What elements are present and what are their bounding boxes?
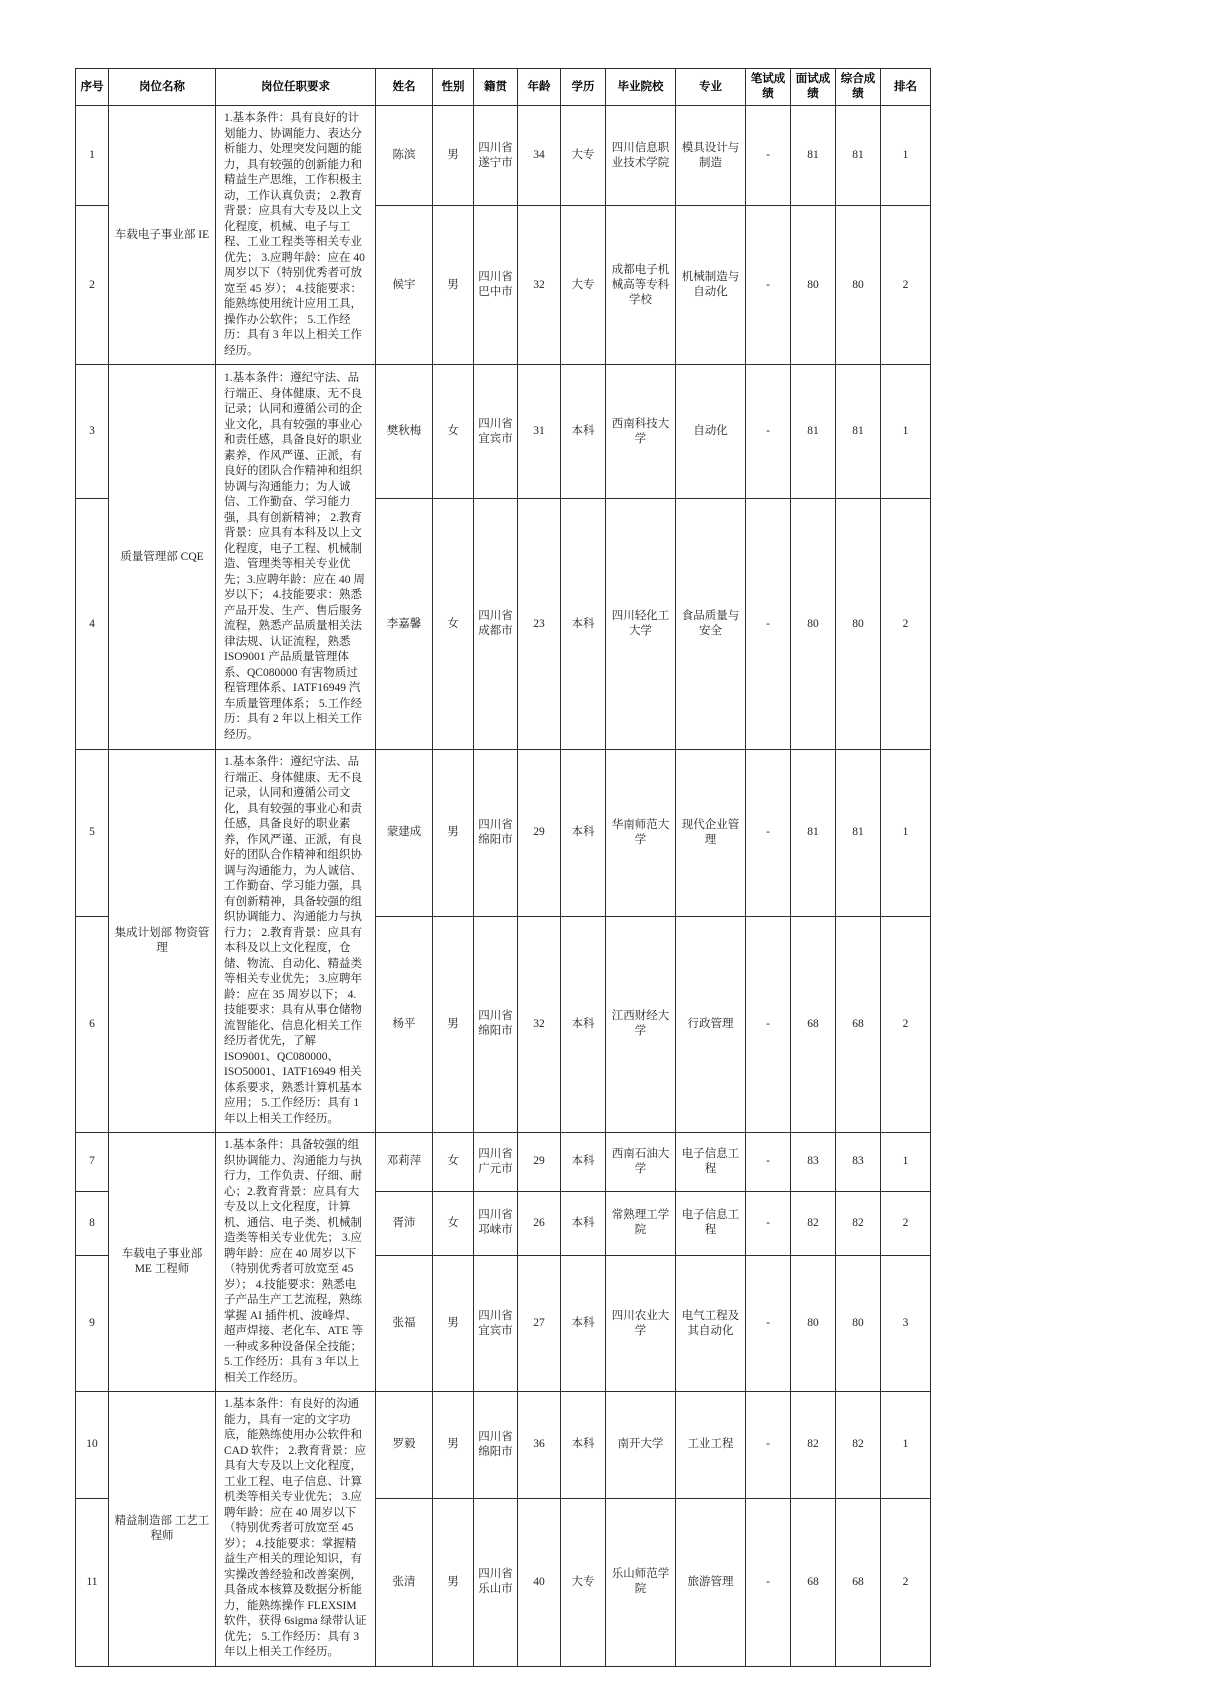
- written-score-cell: -: [746, 106, 791, 206]
- col-header-written-score: 笔试成绩: [746, 69, 791, 106]
- name-cell: 张福: [376, 1256, 433, 1392]
- written-score-cell: -: [746, 750, 791, 917]
- interview-score-cell: 80: [791, 499, 836, 750]
- age-cell: 29: [518, 1133, 561, 1192]
- education-cell: 本科: [561, 365, 606, 499]
- position-cell: 质量管理部 CQE: [109, 365, 216, 750]
- name-cell: 张清: [376, 1498, 433, 1666]
- age-cell: 32: [518, 916, 561, 1132]
- table-row: [76, 750, 931, 917]
- table-row: [76, 1392, 931, 1499]
- hometown-cell: 四川省乐山市: [474, 1498, 518, 1666]
- education-cell: 本科: [561, 1191, 606, 1256]
- hometown-cell: 四川省邛崃市: [474, 1191, 518, 1256]
- school-cell: 乐山师范学院: [606, 1498, 676, 1666]
- serial-cell: 7: [76, 1133, 109, 1192]
- education-cell: 本科: [561, 499, 606, 750]
- major-cell: 自动化: [676, 365, 746, 499]
- rank-cell: 1: [881, 750, 931, 917]
- overall-score-cell: 81: [836, 365, 881, 499]
- position-cell: 集成计划部 物资管理: [109, 750, 216, 1133]
- education-cell: 本科: [561, 1256, 606, 1392]
- age-cell: 29: [518, 750, 561, 917]
- major-cell: 模具设计与制造: [676, 106, 746, 206]
- overall-score-cell: 81: [836, 750, 881, 917]
- written-score-cell: -: [746, 916, 791, 1132]
- major-cell: 电子信息工程: [676, 1191, 746, 1256]
- school-cell: 四川农业大学: [606, 1256, 676, 1392]
- rank-cell: 2: [881, 1191, 931, 1256]
- hometown-cell: 四川省宜宾市: [474, 1256, 518, 1392]
- serial-cell: 2: [76, 206, 109, 365]
- gender-cell: 女: [433, 1191, 474, 1256]
- education-cell: 大专: [561, 1498, 606, 1666]
- education-cell: 大专: [561, 106, 606, 206]
- gender-cell: 女: [433, 499, 474, 750]
- rank-cell: 2: [881, 1498, 931, 1666]
- requirements-cell: 1.基本条件：具有良好的计划能力、协调能力、表达分析能力、处理突发问题的能力，具有较强的创新能力和精益生产思维，工作积极主动，工作认真负责； 2.教育背景：应具有大专及以上文化程度，机械、电子与工程、工业工程类等相关专业优先； 3.应聘年龄：应在 40 周岁以下（特别优秀者可放宽至 45 岁）； 4.技能要求：能熟练使用统计应用工具，操作办公软件； 5.工作经历：具有 3 年以上相关工作经历。: [216, 106, 376, 365]
- age-cell: 27: [518, 1256, 561, 1392]
- position-cell: 车载电子事业部 IE: [109, 106, 216, 365]
- col-header-overall-score: 综合成绩: [836, 69, 881, 106]
- major-cell: 工业工程: [676, 1392, 746, 1499]
- gender-cell: 男: [433, 106, 474, 206]
- serial-cell: 4: [76, 499, 109, 750]
- written-score-cell: -: [746, 365, 791, 499]
- school-cell: 四川信息职业技术学院: [606, 106, 676, 206]
- serial-cell: 9: [76, 1256, 109, 1392]
- interview-score-cell: 83: [791, 1133, 836, 1192]
- hometown-cell: 四川省绵阳市: [474, 916, 518, 1132]
- col-header-school: 毕业院校: [606, 69, 676, 106]
- major-cell: 行政管理: [676, 916, 746, 1132]
- overall-score-cell: 80: [836, 206, 881, 365]
- serial-cell: 6: [76, 916, 109, 1132]
- rank-cell: 1: [881, 365, 931, 499]
- requirements-cell: 1.基本条件：具备较强的组织协调能力、沟通能力与执行力，工作负责、仔细、耐心；2.教育背景：应具有大专及以上文化程度，计算机、通信、电子类、机械制造类等相关专业优先； 3.应聘年龄：应在 40 周岁以下（特别优秀者可放宽至 45 岁）； 4.技能要求：熟悉电子产品生产工艺流程，熟练掌握 AI 插件机、波峰焊、超声焊接、老化车、ATE 等一种或多种设备保全技能； 5.工作经历：具有 3 年以上相关工作经历。: [216, 1133, 376, 1392]
- interview-score-cell: 81: [791, 106, 836, 206]
- major-cell: 现代企业管理: [676, 750, 746, 917]
- col-header-position: 岗位名称: [109, 69, 216, 106]
- requirements-cell: 1.基本条件：有良好的沟通能力，具有一定的文字功底，能熟练使用办公软件和 CAD 软件； 2.教育背景：应具有大专及以上文化程度，工业工程、电子信息、计算机类等相关专业优先； 3.应聘年龄：应在 40 周岁以下（特别优秀者可放宽至 45 岁）； 4.技能要求：掌握精益生产相关的理论知识，有实操改善经验和改善案例，具备成本核算及数据分析能力，能熟练操作 FLEXSIM 软件，获得 6sigma 绿带认证优先； 5.工作经历：具有 3 年以上相关工作经历。: [216, 1392, 376, 1667]
- major-cell: 食品质量与安全: [676, 499, 746, 750]
- header-row: [76, 69, 931, 106]
- age-cell: 31: [518, 365, 561, 499]
- education-cell: 本科: [561, 1133, 606, 1192]
- col-header-age: 年龄: [518, 69, 561, 106]
- gender-cell: 男: [433, 916, 474, 1132]
- recruitment-results-table: [75, 68, 931, 1667]
- hometown-cell: 四川省广元市: [474, 1133, 518, 1192]
- rank-cell: 2: [881, 206, 931, 365]
- age-cell: 36: [518, 1392, 561, 1499]
- gender-cell: 男: [433, 206, 474, 365]
- overall-score-cell: 80: [836, 499, 881, 750]
- hometown-cell: 四川省绵阳市: [474, 750, 518, 917]
- col-header-gender: 性别: [433, 69, 474, 106]
- position-cell: 精益制造部 工艺工程师: [109, 1392, 216, 1667]
- name-cell: 候宇: [376, 206, 433, 365]
- overall-score-cell: 80: [836, 1256, 881, 1392]
- interview-score-cell: 82: [791, 1191, 836, 1256]
- education-cell: 本科: [561, 750, 606, 917]
- col-header-name: 姓名: [376, 69, 433, 106]
- gender-cell: 男: [433, 1256, 474, 1392]
- rank-cell: 2: [881, 916, 931, 1132]
- rank-cell: 1: [881, 1392, 931, 1499]
- major-cell: 电子信息工程: [676, 1133, 746, 1192]
- hometown-cell: 四川省宜宾市: [474, 365, 518, 499]
- name-cell: 胥沛: [376, 1191, 433, 1256]
- col-header-interview-score: 面试成绩: [791, 69, 836, 106]
- school-cell: 四川轻化工大学: [606, 499, 676, 750]
- name-cell: 陈滨: [376, 106, 433, 206]
- overall-score-cell: 82: [836, 1392, 881, 1499]
- education-cell: 大专: [561, 206, 606, 365]
- name-cell: 樊秋梅: [376, 365, 433, 499]
- overall-score-cell: 83: [836, 1133, 881, 1192]
- name-cell: 蒙建成: [376, 750, 433, 917]
- major-cell: 电气工程及其自动化: [676, 1256, 746, 1392]
- name-cell: 杨平: [376, 916, 433, 1132]
- col-header-rank: 排名: [881, 69, 931, 106]
- age-cell: 32: [518, 206, 561, 365]
- hometown-cell: 四川省巴中市: [474, 206, 518, 365]
- col-header-hometown: 籍贯: [474, 69, 518, 106]
- school-cell: 西南石油大学: [606, 1133, 676, 1192]
- table-row: [76, 106, 931, 206]
- name-cell: 李嘉馨: [376, 499, 433, 750]
- written-score-cell: -: [746, 1498, 791, 1666]
- rank-cell: 2: [881, 499, 931, 750]
- major-cell: 旅游管理: [676, 1498, 746, 1666]
- hometown-cell: 四川省遂宁市: [474, 106, 518, 206]
- overall-score-cell: 68: [836, 1498, 881, 1666]
- education-cell: 本科: [561, 1392, 606, 1499]
- hometown-cell: 四川省绵阳市: [474, 1392, 518, 1499]
- school-cell: 江西财经大学: [606, 916, 676, 1132]
- interview-score-cell: 80: [791, 1256, 836, 1392]
- col-header-education: 学历: [561, 69, 606, 106]
- interview-score-cell: 68: [791, 916, 836, 1132]
- school-cell: 常熟理工学院: [606, 1191, 676, 1256]
- gender-cell: 女: [433, 1133, 474, 1192]
- major-cell: 机械制造与自动化: [676, 206, 746, 365]
- position-cell: 车载电子事业部 ME 工程师: [109, 1133, 216, 1392]
- age-cell: 34: [518, 106, 561, 206]
- requirements-cell: 1.基本条件：遵纪守法、品行端正、身体健康、无不良记录；认同和遵循公司的企业文化，具有较强的事业心和责任感，具备良好的职业素养，作风严谨、正派，有良好的团队合作精神和组织协调与沟通能力；为人诚信、工作勤奋、学习能力强，具有创新精神； 2.教育背景：应具有本科及以上文化程度，电子工程、机械制造、管理类等相关专业优先；3.应聘年龄：应在 40 周岁以下； 4.技能要求：熟悉产品开发、生产、售后服务流程，熟悉产品质量相关法律法规、认证流程，熟悉 ISO9001 产品质量管理体系、QC080000 有害物质过程管理体系、IATF16949 汽车质量管理体系； 5.工作经历：具有 2 年以上相关工作经历。: [216, 365, 376, 750]
- col-header-major: 专业: [676, 69, 746, 106]
- col-header-serial: 序号: [76, 69, 109, 106]
- rank-cell: 1: [881, 106, 931, 206]
- requirements-cell: 1.基本条件：遵纪守法、品行端正、身体健康、无不良记录，认同和遵循公司文化，具有较强的事业心和责任感，具备良好的职业素养，作风严谨、正派，有良好的团队合作精神和组织协调与沟通能力，为人诚信、工作勤奋、学习能力强，具有创新精神，具备较强的组织协调能力、沟通能力与执行力； 2.教育背景：应具有本科及以上文化程度，仓储、物流、自动化、精益类等相关专业优先； 3.应聘年龄：应在 35 周岁以下； 4.技能要求：具有从事仓储物流智能化、信息化相关工作经历者优先，了解 ISO9001、QC080000、ISO50001、IATF16949 相关体系要求，熟悉计算机基本应用； 5.工作经历：具有 1 年以上相关工作经历。: [216, 750, 376, 1133]
- serial-cell: 5: [76, 750, 109, 917]
- written-score-cell: -: [746, 1392, 791, 1499]
- written-score-cell: -: [746, 1133, 791, 1192]
- col-header-requirements: 岗位任职要求: [216, 69, 376, 106]
- gender-cell: 女: [433, 365, 474, 499]
- interview-score-cell: 82: [791, 1392, 836, 1499]
- serial-cell: 11: [76, 1498, 109, 1666]
- name-cell: 邓莉萍: [376, 1133, 433, 1192]
- name-cell: 罗毅: [376, 1392, 433, 1499]
- serial-cell: 3: [76, 365, 109, 499]
- school-cell: 华南师范大学: [606, 750, 676, 917]
- interview-score-cell: 81: [791, 365, 836, 499]
- written-score-cell: -: [746, 1191, 791, 1256]
- serial-cell: 8: [76, 1191, 109, 1256]
- written-score-cell: -: [746, 1256, 791, 1392]
- interview-score-cell: 81: [791, 750, 836, 917]
- overall-score-cell: 68: [836, 916, 881, 1132]
- age-cell: 26: [518, 1191, 561, 1256]
- age-cell: 40: [518, 1498, 561, 1666]
- serial-cell: 1: [76, 106, 109, 206]
- interview-score-cell: 68: [791, 1498, 836, 1666]
- school-cell: 西南科技大学: [606, 365, 676, 499]
- serial-cell: 10: [76, 1392, 109, 1499]
- overall-score-cell: 82: [836, 1191, 881, 1256]
- table-row: [76, 365, 931, 499]
- interview-score-cell: 80: [791, 206, 836, 365]
- written-score-cell: -: [746, 499, 791, 750]
- written-score-cell: -: [746, 206, 791, 365]
- hometown-cell: 四川省成都市: [474, 499, 518, 750]
- rank-cell: 1: [881, 1133, 931, 1192]
- age-cell: 23: [518, 499, 561, 750]
- gender-cell: 男: [433, 750, 474, 917]
- school-cell: 成都电子机械高等专科学校: [606, 206, 676, 365]
- education-cell: 本科: [561, 916, 606, 1132]
- school-cell: 南开大学: [606, 1392, 676, 1499]
- gender-cell: 男: [433, 1392, 474, 1499]
- rank-cell: 3: [881, 1256, 931, 1392]
- overall-score-cell: 81: [836, 106, 881, 206]
- gender-cell: 男: [433, 1498, 474, 1666]
- table-row: [76, 1133, 931, 1192]
